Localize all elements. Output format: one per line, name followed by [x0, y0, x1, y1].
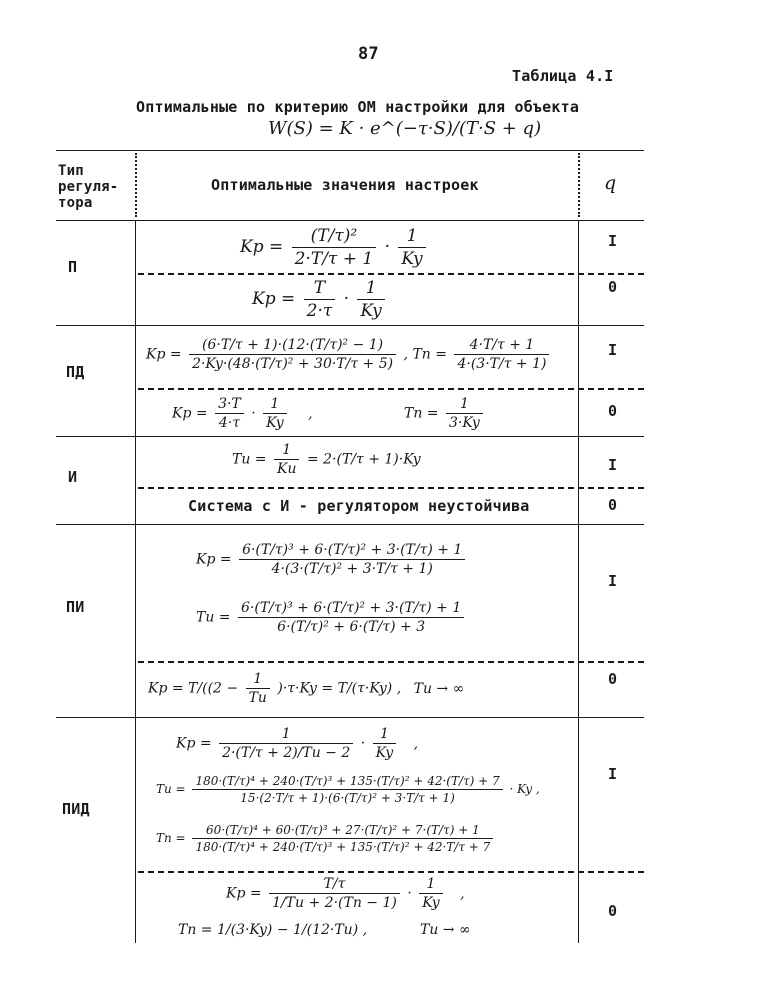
pd-sep-1: ,: [403, 346, 409, 363]
pd-tn-lhs-2: Tn =: [404, 405, 439, 422]
pid-tn-lhs-1: Tn =: [156, 831, 186, 845]
pi-ti-formula-1: [196, 600, 467, 635]
pid-kp-num-1: 1: [219, 726, 353, 744]
pi-formula-2-den: Tи: [248, 690, 267, 706]
pid-kp-sep-1: ,: [413, 735, 419, 752]
header-type-col: [58, 163, 118, 211]
column-divider-left: [135, 221, 136, 943]
pi-kp-lhs-1: Kp =: [196, 551, 232, 568]
pd-kp-fraction-2: [215, 396, 244, 431]
pi-type-label: ПИ: [66, 598, 85, 616]
header-q-col: q: [604, 172, 617, 194]
pd-formula-1: [146, 337, 552, 372]
i-unstable-note: Система с И - регулятором неустойчива: [188, 497, 530, 515]
p-kp-fraction-1: [292, 226, 377, 269]
pi-q-1: I: [608, 572, 618, 590]
i-ti-formula-1: [232, 442, 421, 477]
pd-kp-formula-2: [172, 396, 313, 431]
pd-kp-lhs-2: Kp =: [172, 405, 208, 422]
i-q-2: 0: [608, 496, 618, 514]
i-section-rule: [56, 524, 644, 525]
p-dashed-divider: [138, 273, 644, 275]
pi-formula-2: [148, 671, 464, 706]
pid-kp-formula-2: [226, 876, 465, 911]
pid-kp-den-2: 1/Tи + 2·(Tn − 1): [272, 895, 397, 911]
pid-kp-formula-1: [176, 726, 418, 761]
pid-kp-factor-1: [373, 726, 396, 761]
table-label: Таблица 4.I: [512, 67, 614, 85]
pid-kp-mul-1: ·: [360, 735, 366, 752]
header-settings-col: Оптимальные значения настроек: [211, 176, 479, 194]
pid-kp-fnum-1: 1: [373, 726, 396, 744]
p-kp-num-2: T: [304, 278, 336, 300]
p-kp-mul-1: ·: [384, 237, 391, 257]
p-kp-factor-2: [357, 278, 384, 321]
pid-ti-formula-1: [156, 774, 540, 805]
pid-kp-lhs-1: Kp =: [176, 735, 212, 752]
pi-dashed-divider: [138, 661, 644, 663]
pid-tn-formula-2: Tn = 1/(3·Ky) − 1/(12·Tи) ,: [178, 922, 368, 938]
pd-tn-fraction-1: [454, 337, 549, 372]
pid-kp-fraction-1: [219, 726, 353, 761]
p-kp-den-2: 2·τ: [306, 301, 333, 321]
i-ti-fraction-1: [274, 442, 299, 477]
pd-kp-fraction-1: [189, 337, 396, 372]
i-type-label: И: [68, 468, 78, 486]
i-q-1: I: [608, 456, 618, 474]
p-kp-fden-2: Ky: [360, 301, 382, 321]
pid-tn-fraction-1: [192, 823, 493, 854]
p-kp-fnum-2: 1: [357, 278, 384, 300]
pd-kp-den-2: 4·τ: [218, 415, 240, 431]
pd-tn-den-2: 3·Ky: [449, 415, 480, 431]
page-number: 87: [358, 44, 379, 64]
p-kp-factor-1: [398, 226, 425, 269]
p-q-2: 0: [608, 278, 618, 296]
header-colon-right: [578, 153, 580, 217]
pi-formula-2-num: 1: [246, 671, 270, 689]
pid-kp-fden-1: Ky: [375, 745, 394, 761]
pi-formula-2-fraction: [246, 671, 270, 706]
p-section-rule: [56, 325, 644, 326]
pid-ti-fraction-1: [192, 774, 502, 805]
p-kp-fden-1: Ky: [401, 249, 423, 269]
pi-ti-num-1: 6·(T/τ)³ + 6·(T/τ)² + 3·(T/τ) + 1: [238, 600, 464, 618]
pd-tn-den-1: 4·(3·T/τ + 1): [457, 356, 547, 372]
pd-kp-factor-2: [263, 396, 286, 431]
pi-ti-fraction-1: [238, 600, 464, 635]
header-colon-left: [135, 153, 137, 217]
pi-formula-2-ti: Tи → ∞: [413, 680, 465, 697]
pi-ti-den-1: 6·(T/τ)² + 6·(T/τ) + 3: [277, 619, 426, 635]
pi-q-2: 0: [608, 670, 618, 688]
i-ti-lhs-1: Tи =: [232, 451, 267, 468]
pd-type-label: ПД: [66, 363, 85, 381]
pid-tn-num-1: 60·(T/τ)⁴ + 60·(T/τ)³ + 27·(T/τ)² + 7·(T/τ) + 1: [192, 823, 493, 839]
p-kp-num-1: (T/τ)²: [292, 226, 377, 248]
pd-q-1: I: [608, 341, 618, 359]
pd-sep-2: ,: [308, 405, 313, 422]
pd-q-2: 0: [608, 402, 618, 420]
i-ti-num-1: 1: [274, 442, 299, 460]
p-kp-formula-1: [240, 226, 429, 269]
pid-q-1: I: [608, 765, 618, 783]
header-type-line-1: Тип: [58, 163, 84, 179]
pd-tn-num-1: 4·T/τ + 1: [454, 337, 549, 355]
header-type-line-3: тора: [58, 195, 93, 211]
header-type-line-2: регуля-: [58, 179, 119, 195]
p-kp-formula-2: [252, 278, 388, 321]
pid-kp-num-2: T/τ: [269, 876, 400, 894]
pid-ti-lhs-1: Tи =: [156, 782, 186, 796]
pd-kp-mul-2: ·: [251, 405, 256, 422]
p-kp-fnum-1: 1: [398, 226, 425, 248]
pi-ti-lhs-1: Tи =: [196, 609, 231, 626]
i-ti-rhs-1: = 2·(T/τ + 1)·Ky: [306, 451, 421, 468]
pi-kp-num-1: 6·(T/τ)³ + 6·(T/τ)² + 3·(T/τ) + 1: [239, 542, 465, 560]
table-caption: Оптимальные по критерию ОМ настройки для объекта: [136, 98, 580, 116]
p-kp-lhs-2: Kp =: [252, 289, 296, 309]
pid-tn-den-1: 180·(T/τ)⁴ + 240·(T/τ)³ + 135·(T/τ)² + 42·T/τ + 7: [195, 840, 491, 854]
pd-tn-fraction-2: [446, 396, 483, 431]
pd-tn-lhs-1: Tn =: [412, 346, 448, 363]
pd-kp-fnum-2: 1: [263, 396, 286, 414]
pid-ti-tail-1: · Ky ,: [509, 782, 540, 796]
table-top-rule: [56, 150, 644, 151]
pd-dashed-divider: [138, 388, 644, 390]
pid-dashed-divider: [138, 871, 644, 873]
pd-kp-den-1: 2·Ky·(48·(T/τ)² + 30·T/τ + 5): [192, 356, 394, 372]
pid-q-2: 0: [608, 902, 618, 920]
pid-ti-den-1: 15·(2·T/τ + 1)·(6·(T/τ)² + 3·T/τ + 1): [240, 791, 455, 805]
i-ti-den-1: Kи: [277, 461, 297, 477]
pi-kp-formula-1: [196, 542, 468, 577]
header-bottom-rule: [56, 220, 644, 221]
pid-tn-formula-1: [156, 823, 496, 854]
pi-formula-2-start: Kp = T/((2 −: [148, 680, 239, 697]
pid-kp-fnum-2: 1: [419, 876, 442, 894]
p-kp-mul-2: ·: [343, 289, 350, 309]
p-kp-lhs-1: Kp =: [240, 237, 284, 257]
p-q-1: I: [608, 232, 618, 250]
pid-kp-mul-2: ·: [407, 885, 412, 902]
pi-kp-den-1: 4·(3·(T/τ)² + 3·T/τ + 1): [271, 561, 433, 577]
pid-kp-den-1: 2·(T/τ + 2)/Tи − 2: [222, 745, 351, 761]
pid-kp-fraction-2: [269, 876, 400, 911]
pd-tn-formula-2: [404, 396, 486, 431]
pid-kp-lhs-2: Kp =: [226, 885, 262, 902]
i-dashed-divider: [138, 487, 644, 489]
p-kp-fraction-2: [304, 278, 336, 321]
column-divider-right: [578, 221, 579, 943]
pd-section-rule: [56, 436, 644, 437]
object-formula: W(S) = K · e^(−τ·S)/(T·S + q): [268, 118, 542, 139]
p-kp-den-1: 2·T/τ + 1: [294, 249, 374, 269]
pd-kp-num-2: 3·T: [215, 396, 244, 414]
pd-tn-num-2: 1: [446, 396, 483, 414]
pd-kp-lhs-1: Kp =: [146, 346, 182, 363]
pid-ti-formula-2: Tи → ∞: [420, 922, 471, 938]
pi-kp-fraction-1: [239, 542, 465, 577]
pd-kp-num-1: (6·T/τ + 1)·(12·(T/τ)² − 1): [189, 337, 396, 355]
p-type-label: П: [68, 258, 78, 276]
pid-kp-sep-2: ,: [460, 885, 465, 902]
pid-ti-num-1: 180·(T/τ)⁴ + 240·(T/τ)³ + 135·(T/τ)² + 42·(T/τ) + 7: [192, 774, 502, 790]
pid-kp-fden-2: Ky: [422, 895, 440, 911]
pid-kp-factor-2: [419, 876, 442, 911]
pi-formula-2-end: )·τ·Ky = T/(τ·Ky) ,: [277, 680, 402, 697]
pd-kp-fden-2: Ky: [266, 415, 284, 431]
pid-type-label: ПИД: [62, 800, 90, 818]
pi-section-rule: [56, 717, 644, 718]
